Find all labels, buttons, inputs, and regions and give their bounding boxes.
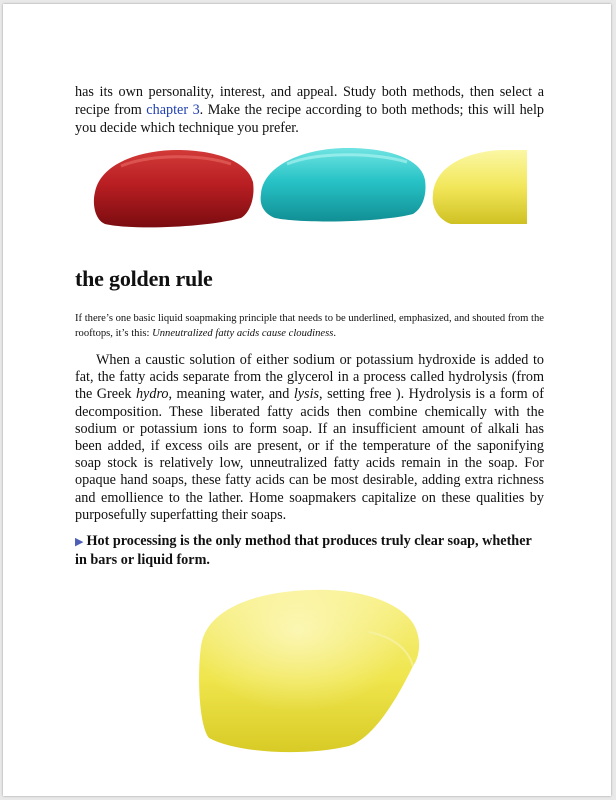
lead-text: If there’s one basic liquid soapmaking principle that needs to be underlined, emphasized, and shouted from the rooftops, it’s this: xyxy=(75,313,544,339)
body-paragraph xyxy=(75,352,544,524)
triangle-right-icon: ▶ xyxy=(75,536,84,548)
yellow-soap-bar xyxy=(433,150,527,224)
body-text-3: , setting free ). Hydrolysis is a form of decomposition. These liberated fatty acids then combine chemically with the sodium or potassium ions to form soap. If an insufficient amount of alkali has been added, if excess oils are present, or if the temperature of the saponifying soap stock is relatively low, unneutralized fatty acids remain in the soap. For opaque hand soaps, these fatty acids can be most desirable, adding extra richness and emollience to the lather. Home soapmakers capitalize on these qualities by purposefully superfatting their soaps. xyxy=(75,386,544,523)
intro-paragraph xyxy=(75,83,544,137)
yellow-soap-figure xyxy=(199,586,421,756)
lead-emphasis: Unneutralized fatty acids cause cloudiness xyxy=(152,328,334,339)
intro-text-start: has its own personality, interest, and appeal. Study both methods, then select a recipe from xyxy=(75,84,544,118)
tip-text: Hot processing is the only method that produces truly clear soap, whether in bars or liquid form. xyxy=(75,533,532,568)
section-heading: the golden rule xyxy=(75,266,213,291)
body-text-2: , meaning water, and xyxy=(168,386,294,403)
lead-paragraph xyxy=(75,311,544,341)
body-text-1: When a caustic solution of either sodium or potassium hydroxide is added to fat, the fatty acids separate from the glycerol in a process called hydrolysis (from the Greek xyxy=(75,352,544,403)
lead-end: . xyxy=(333,328,337,339)
term-lysis: lysis xyxy=(293,386,320,403)
document-page xyxy=(3,4,611,796)
turquoise-soap-bar xyxy=(261,148,426,221)
intro-text-end: . Make the recipe according to both methods; this will help you decide which technique you prefer. xyxy=(75,102,544,136)
soap-bars-figure xyxy=(91,144,527,230)
term-hydro: hydro xyxy=(135,386,169,403)
red-soap-bar xyxy=(94,150,254,227)
chapter-link[interactable]: chapter 3 xyxy=(146,102,200,118)
tip-callout xyxy=(75,532,544,569)
